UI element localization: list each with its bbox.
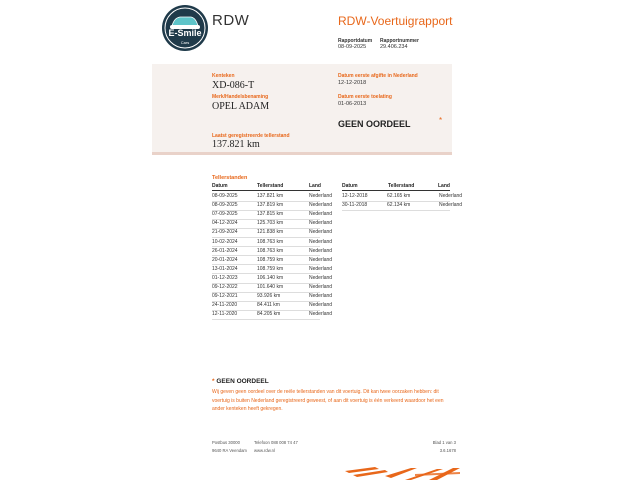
eerste-toelating-value: 01-06-2013 [338, 101, 367, 107]
land-cell: Nederland [309, 284, 333, 290]
table-row-divider [212, 201, 320, 202]
tellerstand-cell: 84.411 km [257, 302, 280, 309]
col-land-header: Land [309, 183, 321, 189]
datum-cell: 01-12-2023 [212, 274, 238, 281]
svg-text:Cars: Cars [180, 40, 190, 45]
panel-divider [152, 152, 452, 155]
footer-postbus: Postbus 30000 [212, 440, 240, 445]
table-row-divider [212, 301, 320, 302]
tellerstanden-title: Tellerstanden [212, 175, 248, 181]
geen-oordeel-note-title [212, 378, 269, 385]
table-row-divider [342, 210, 450, 211]
land-cell: Nederland [309, 193, 333, 199]
table-row-divider [212, 264, 320, 265]
table-row-divider [212, 219, 320, 220]
laatst-tellerstand-value: 137.821 km [212, 139, 260, 150]
footer-address: 9640 RA Veendam [212, 448, 247, 453]
rapportnummer-value: 29.406.234 [380, 44, 408, 50]
tellerstand-cell: 125.703 km [257, 220, 284, 227]
table-row-divider [212, 319, 320, 320]
e-smile-logo [160, 4, 210, 52]
col-datum-header: Datum [212, 183, 228, 189]
note-line-1: Wij geven geen oordeel over de reële tellerstanden van dit voertuig. Dit kan twee oorzaken hebben: dit [212, 389, 439, 395]
datum-cell: 07-09-2025 [212, 211, 238, 218]
tellerstand-cell: 84.205 km [257, 311, 281, 318]
land-cell: Nederland [309, 311, 333, 318]
tellerstand-cell: 108.763 km [257, 247, 284, 254]
rapportnummer-label: Rapportnummer [380, 38, 419, 44]
note-title-text: GEEN OORDEEL [216, 378, 269, 385]
oordeel-star: * [439, 116, 443, 125]
table-row-divider [212, 237, 320, 238]
tellerstand-cell: 62.134 km [387, 202, 411, 209]
datum-cell: 12-11-2020 [212, 311, 238, 318]
left-table-header-line [212, 190, 320, 191]
land-cell: Nederland [309, 293, 333, 300]
note-line-3: ander kenteken heeft gekregen. [212, 406, 283, 413]
datum-cell: 09-12-2022 [212, 284, 238, 290]
tellerstand-cell: 121.838 km [257, 229, 284, 236]
rdw-stripes-decoration [345, 466, 460, 480]
land-cell: Nederland [309, 302, 333, 309]
land-cell: Nederland [309, 220, 333, 227]
kenteken-value: XD-086-T [212, 80, 255, 91]
footer-page: Blad 1 van 3 [432, 440, 456, 445]
table-row-divider [212, 283, 320, 284]
datum-cell: 08-09-2025 [212, 202, 238, 209]
col-datum-header-right: Datum [342, 183, 358, 189]
datum-cell: 08-09-2025 [212, 193, 238, 199]
land-cell: Nederland [309, 256, 333, 263]
table-row-divider [212, 210, 320, 211]
col-land-header-right: Land [438, 183, 450, 189]
datum-cell: 09-12-2021 [212, 293, 238, 300]
col-tellerstand-header: Tellerstand [257, 183, 284, 189]
merk-value: OPEL ADAM [212, 101, 270, 112]
land-cell: Nederland [309, 238, 333, 245]
col-tellerstand-header-right: Tellerstand [388, 183, 415, 189]
table-row-divider [212, 273, 320, 274]
tellerstand-cell: 93.926 km [257, 293, 281, 300]
datum-cell: 13-01-2024 [212, 265, 238, 272]
tellerstand-cell: 62.165 km [387, 193, 411, 199]
footer-telefoon: Telefoon 088 008 74 47 [254, 440, 298, 445]
eerste-afgifte-value: 12-12-2018 [338, 80, 367, 86]
datum-cell: 24-11-2020 [212, 302, 238, 309]
rapportdatum-value: 08-09-2025 [338, 44, 367, 50]
note-line-2: voertuig is buiten Nederland geregistreerd geweest, of aan dit voertuig is één verkeerd waardoor het een [212, 397, 444, 404]
geen-oordeel-note-text [212, 388, 462, 414]
datum-cell: 26-01-2024 [212, 247, 238, 254]
land-cell: Nederland [309, 229, 333, 236]
land-cell: Nederland [439, 193, 463, 199]
table-row-divider [212, 310, 320, 311]
tellerstand-cell: 108.759 km [257, 265, 284, 272]
land-cell: Nederland [309, 247, 333, 254]
laatst-tellerstand-label: Laatst geregistreerde tellerstand [212, 133, 290, 139]
datum-cell: 30-11-2018 [342, 202, 368, 209]
tellerstand-cell: 101.640 km [257, 284, 284, 290]
note-star: * [212, 378, 215, 385]
table-row-divider [342, 201, 450, 202]
merk-label: Merk/Handelsbenaming [212, 94, 269, 100]
footer-code: 3.6.1678 [439, 448, 456, 453]
tellerstand-cell: 137.815 km [257, 211, 284, 218]
svg-text:E-Smile: E-Smile [168, 28, 202, 38]
eerste-toelating-label: Datum eerste toelating [338, 94, 392, 100]
table-row-divider [212, 255, 320, 256]
datum-cell: 10-02-2024 [212, 238, 238, 245]
datum-cell: 04-12-2024 [212, 220, 238, 227]
tellerstand-cell: 137.819 km [257, 202, 284, 209]
land-cell: Nederland [309, 274, 333, 281]
table-row-divider [212, 292, 320, 293]
table-row-divider [212, 228, 320, 229]
tellerstand-cell: 137.821 km [257, 193, 284, 199]
land-cell: Nederland [309, 211, 333, 218]
eerste-afgifte-label: Datum eerste afgifte in Nederland [338, 73, 418, 79]
land-cell: Nederland [439, 202, 463, 209]
tellerstand-cell: 108.759 km [257, 256, 284, 263]
oordeel-value: GEEN OORDEEL [338, 119, 411, 129]
datum-cell: 21-09-2024 [212, 229, 238, 236]
footer-website: www.rdw.nl [254, 448, 275, 453]
right-table-header-line [342, 190, 450, 191]
datum-cell: 20-01-2024 [212, 256, 238, 263]
table-row-divider [212, 246, 320, 247]
land-cell: Nederland [309, 202, 333, 209]
tellerstand-cell: 108.763 km [257, 238, 284, 245]
tellerstand-cell: 106.140 km [257, 274, 284, 281]
rdw-label: RDW [212, 12, 250, 29]
rapportdatum-label: Rapportdatum [338, 38, 373, 44]
datum-cell: 12-12-2018 [342, 193, 368, 199]
report-title: RDW-Voertuigrapport [338, 14, 453, 28]
land-cell: Nederland [309, 265, 333, 272]
kenteken-label: Kenteken [212, 73, 235, 79]
